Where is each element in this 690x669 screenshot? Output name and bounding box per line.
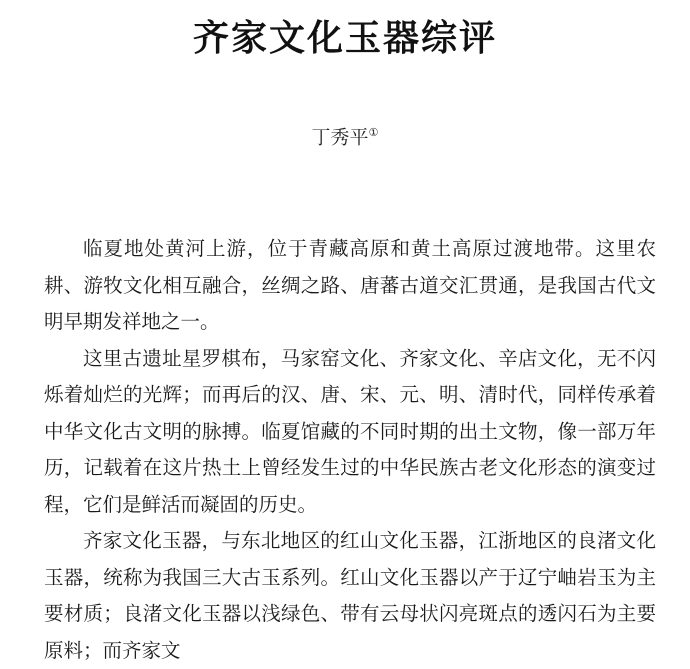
author-line [0,120,690,150]
paragraph: 这里古遗址星罗棋布，马家窑文化、齐家文化、辛店文化，无不闪烁着灿烂的光辉；而再后的汉、唐、宋、元、明、清时代，同样传承着中华文化古文明的脉搏。临夏馆藏的不同时期的出土文物，像一部万年历，记载着在这片热土上曾经发生过的中华民族古老文化形态的演变过程，它们是鲜活而凝固的历史。 [44,346,656,516]
paragraph: 齐家文化玉器，与东北地区的红山文化玉器，江浙地区的良渚文化玉器，统称为我国三大古玉系列。红山文化玉器以产于辽宁岫岩玉为主要材质；良渚文化玉器以浅绿色、带有云母状闪亮斑点的透闪石为主要原料；而齐家文 [44,529,656,662]
author-name: 丁秀平 [311,126,369,149]
page-title: 齐家文化玉器综评 [192,17,497,59]
footnote-marker: ① [368,126,379,139]
paragraph: 临夏地处黄河上游，位于青藏高原和黄土高原过渡地带。这里农耕、游牧文化相互融合，丝绸之路、唐蕃古道交汇贯通，是我国古代文明早期发祥地之一。 [44,237,656,333]
article-body [44,231,656,669]
